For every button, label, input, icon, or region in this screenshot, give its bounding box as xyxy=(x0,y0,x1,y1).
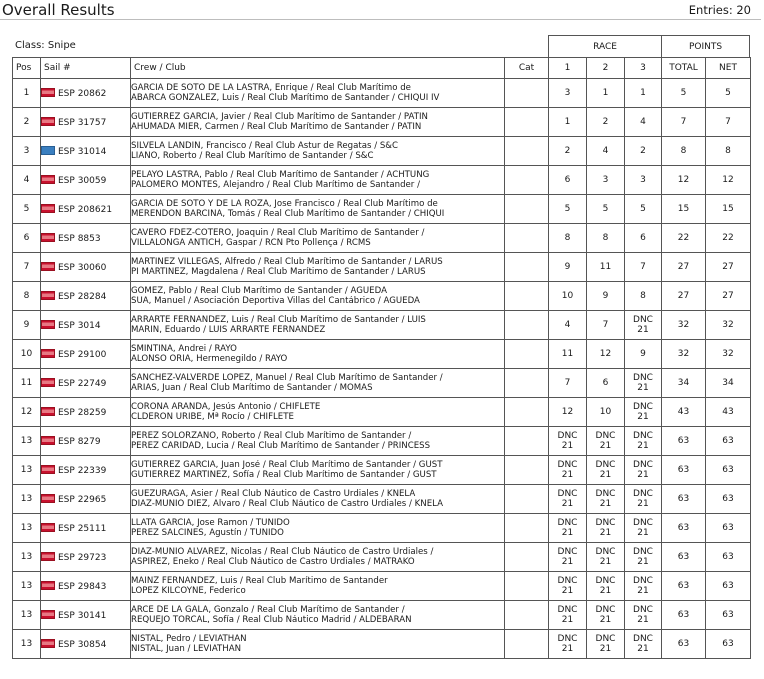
header-row xyxy=(13,58,751,79)
category-cell xyxy=(505,398,549,427)
sail-number-cell xyxy=(41,253,131,282)
net-points: 5 xyxy=(706,79,751,108)
sail-number: ESP 31757 xyxy=(58,117,107,128)
helm-line: GARCIA DE SOTO Y DE LA ROZA, Jose Francisco / Real Club Marítimo de xyxy=(131,198,438,209)
total-points: 8 xyxy=(662,137,706,166)
position-cell: 5 xyxy=(13,195,41,224)
net-points: 22 xyxy=(706,224,751,253)
category-cell xyxy=(505,485,549,514)
sail-number-cell xyxy=(41,137,131,166)
col-header-cat: Cat xyxy=(505,58,549,79)
crew-line: CLDERÓN URIBE, Mª Rocío / CHIFLETE xyxy=(131,412,294,422)
race-1-score: 11 xyxy=(549,340,587,369)
helm-line: NISTAL, Pedro / LEVIATHAN xyxy=(131,633,247,644)
sail-number-cell xyxy=(41,601,131,630)
net-points: 63 xyxy=(706,630,751,659)
race-1-score: DNC 21 xyxy=(549,456,587,485)
race-2-score: 12 xyxy=(587,340,625,369)
helm-line: CAVERO FDEZ-COTERO, Joaquin / Real Club Marítimo de Santander / xyxy=(131,227,425,238)
sail-number: ESP 30059 xyxy=(58,175,107,186)
col-header-net: NET xyxy=(706,58,751,79)
category-cell xyxy=(505,108,549,137)
net-points: 34 xyxy=(706,369,751,398)
table-row xyxy=(13,166,751,195)
crew-line: NISTAL, Juan / LEVIATHAN xyxy=(131,644,242,654)
crew-line: ALONSO ORIA, Hermenegildo / RAYO xyxy=(131,354,288,364)
total-points: 63 xyxy=(662,543,706,572)
race-3-score: DNC 21 xyxy=(625,456,662,485)
total-points: 27 xyxy=(662,253,706,282)
table-row xyxy=(13,79,751,108)
race-3-score: 8 xyxy=(625,282,662,311)
race-2-score: 9 xyxy=(587,282,625,311)
spain-flag-icon xyxy=(41,407,55,416)
crew-club-cell xyxy=(131,543,505,572)
race-3-score: 1 xyxy=(625,79,662,108)
category-cell xyxy=(505,572,549,601)
sail-number-cell xyxy=(41,282,131,311)
race-3-score: 9 xyxy=(625,340,662,369)
crew-club-cell xyxy=(131,79,505,108)
crew-club-cell xyxy=(131,253,505,282)
category-cell xyxy=(505,427,549,456)
sail-number: ESP 8279 xyxy=(58,436,101,447)
race-3-score: DNC 21 xyxy=(625,369,662,398)
table-row xyxy=(13,340,751,369)
total-points: 63 xyxy=(662,601,706,630)
category-cell xyxy=(505,282,549,311)
position-cell: 13 xyxy=(13,572,41,601)
table-row xyxy=(13,282,751,311)
class-label: Class: Snipe xyxy=(15,40,76,51)
net-points: 63 xyxy=(706,601,751,630)
crew-line: PI MARTINEZ, Magdalena / Real Club Marítimo de Santander / LARUS xyxy=(131,267,426,277)
category-cell xyxy=(505,224,549,253)
crew-club-cell xyxy=(131,630,505,659)
helm-line: CORONA ARANDA, Jesús Antonio / CHIFLETE xyxy=(131,401,321,412)
crew-line: GUTIÉRREZ MARTÍNEZ, Sofía / Real Club Marítimo de Santander / GUST xyxy=(131,470,437,480)
race-2-score: 8 xyxy=(587,224,625,253)
crew-club-cell xyxy=(131,137,505,166)
race-1-score: DNC 21 xyxy=(549,514,587,543)
crew-club-cell xyxy=(131,311,505,340)
helm-line: GUEZURAGA, Asier / Real Club Náutico de Castro Urdiales / KNELA xyxy=(131,488,416,499)
sail-number: ESP 20862 xyxy=(58,88,107,99)
spain-flag-icon xyxy=(41,204,55,213)
spain-flag-icon xyxy=(41,349,55,358)
crew-club-cell xyxy=(131,398,505,427)
race-2-score: DNC 21 xyxy=(587,630,625,659)
position-cell: 1 xyxy=(13,79,41,108)
sail-number-cell xyxy=(41,427,131,456)
total-points: 32 xyxy=(662,340,706,369)
net-points: 8 xyxy=(706,137,751,166)
position-cell: 13 xyxy=(13,543,41,572)
category-cell xyxy=(505,79,549,108)
helm-line: GUTIERREZ GARCIA, Juan José / Real Club Marítimo de Santander / GUST xyxy=(131,459,443,470)
crew-club-cell xyxy=(131,369,505,398)
spain-flag-icon xyxy=(41,378,55,387)
net-points: 63 xyxy=(706,543,751,572)
position-cell: 8 xyxy=(13,282,41,311)
race-2-score: 6 xyxy=(587,369,625,398)
sail-number: ESP 22749 xyxy=(58,378,107,389)
helm-line: GUTIERREZ GARCIA, Javier / Real Club Marítimo de Santander / PATIN xyxy=(131,111,428,122)
spain-flag-icon xyxy=(41,88,55,97)
total-points: 5 xyxy=(662,79,706,108)
total-points: 32 xyxy=(662,311,706,340)
category-cell xyxy=(505,514,549,543)
crew-club-cell xyxy=(131,427,505,456)
race-2-score: DNC 21 xyxy=(587,572,625,601)
total-points: 63 xyxy=(662,456,706,485)
crew-line: LOPEZ KILCOYNE, Federico xyxy=(131,586,246,596)
crew-club-cell xyxy=(131,514,505,543)
net-points: 27 xyxy=(706,282,751,311)
position-cell: 7 xyxy=(13,253,41,282)
position-cell: 13 xyxy=(13,427,41,456)
race-1-score: DNC 21 xyxy=(549,572,587,601)
race-1-score: DNC 21 xyxy=(549,630,587,659)
sail-number-cell xyxy=(41,79,131,108)
points-group-header: POINTS xyxy=(661,35,750,57)
helm-line: SILVELA LANDIN, Francisco / Real Club Astur de Regatas / S&C xyxy=(131,140,398,151)
race-1-score: DNC 21 xyxy=(549,601,587,630)
table-row xyxy=(13,369,751,398)
spain-flag-icon xyxy=(41,320,55,329)
race-2-score: DNC 21 xyxy=(587,601,625,630)
sail-number: ESP 8853 xyxy=(58,233,101,244)
spain-flag-icon xyxy=(41,581,55,590)
net-points: 27 xyxy=(706,253,751,282)
sail-number: ESP 28259 xyxy=(58,407,107,418)
crew-line: AHUMADA MIER, Carmen / Real Club Marítimo de Santander / PATIN xyxy=(131,122,422,132)
helm-line: SMINTINA, Andrei / RAYO xyxy=(131,343,237,354)
net-points: 32 xyxy=(706,311,751,340)
race-1-score: 6 xyxy=(549,166,587,195)
category-cell xyxy=(505,311,549,340)
race-2-score: 5 xyxy=(587,195,625,224)
race-2-score: 2 xyxy=(587,108,625,137)
race-3-score: DNC 21 xyxy=(625,543,662,572)
position-cell: 4 xyxy=(13,166,41,195)
total-points: 34 xyxy=(662,369,706,398)
sail-number-cell xyxy=(41,108,131,137)
net-points: 15 xyxy=(706,195,751,224)
total-points: 63 xyxy=(662,427,706,456)
spain-flag-icon xyxy=(41,117,55,126)
race-2-score: 3 xyxy=(587,166,625,195)
title-divider xyxy=(0,19,761,20)
crew-line: ARIAS, Juan / Real Club Marítimo de Santander / MOMAS xyxy=(131,383,373,393)
table-row xyxy=(13,398,751,427)
table-row xyxy=(13,601,751,630)
table-row xyxy=(13,427,751,456)
sail-number: ESP 29843 xyxy=(58,581,107,592)
position-cell: 13 xyxy=(13,601,41,630)
crew-club-cell xyxy=(131,456,505,485)
crew-club-cell xyxy=(131,108,505,137)
race-2-score: 11 xyxy=(587,253,625,282)
race-2-score: 10 xyxy=(587,398,625,427)
net-points: 7 xyxy=(706,108,751,137)
helm-line: GOMEZ, Pablo / Real Club Marítimo de Santander / AGUEDA xyxy=(131,285,387,296)
race-2-score: DNC 21 xyxy=(587,485,625,514)
net-points: 12 xyxy=(706,166,751,195)
sail-number-cell xyxy=(41,398,131,427)
helm-line: GARCIA DE SOTO DE LA LASTRA, Enrique / Real Club Marítimo de xyxy=(131,82,411,93)
category-cell xyxy=(505,456,549,485)
race-3-score: DNC 21 xyxy=(625,514,662,543)
spain-flag-icon xyxy=(41,175,55,184)
total-points: 63 xyxy=(662,514,706,543)
race-1-score: DNC 21 xyxy=(549,427,587,456)
sail-number-cell xyxy=(41,630,131,659)
position-cell: 10 xyxy=(13,340,41,369)
spain-flag-icon xyxy=(41,523,55,532)
crew-club-cell xyxy=(131,195,505,224)
helm-line: MAINZ FERNÁNDEZ, Luis / Real Club Marítimo de Santander xyxy=(131,575,388,586)
race-2-score: DNC 21 xyxy=(587,427,625,456)
race-3-score: 2 xyxy=(625,137,662,166)
crew-club-cell xyxy=(131,601,505,630)
category-cell xyxy=(505,369,549,398)
net-points: 63 xyxy=(706,485,751,514)
sail-number: ESP 30854 xyxy=(58,639,107,650)
category-cell xyxy=(505,195,549,224)
total-points: 63 xyxy=(662,485,706,514)
results-table xyxy=(12,57,751,659)
table-row xyxy=(13,456,751,485)
total-points: 63 xyxy=(662,572,706,601)
col-header-crew: Crew / Club xyxy=(131,58,505,79)
crew-line: MERENDON BARCINA, Tomás / Real Club Marítimo de Santander / CHIQUI xyxy=(131,209,445,219)
sail-number-cell xyxy=(41,572,131,601)
race-3-score: DNC 21 xyxy=(625,427,662,456)
sail-number-cell xyxy=(41,224,131,253)
sail-number: ESP 22965 xyxy=(58,494,107,505)
total-points: 27 xyxy=(662,282,706,311)
race-1-score: 9 xyxy=(549,253,587,282)
crew-club-cell xyxy=(131,485,505,514)
category-cell xyxy=(505,137,549,166)
race-1-score: 12 xyxy=(549,398,587,427)
crew-line: PEREZ CARIDAD, Lucia / Real Club Marítimo de Santander / PRINCESS xyxy=(131,441,431,451)
spain-flag-icon xyxy=(41,552,55,561)
helm-line: MARTINEZ VILLEGAS, Alfredo / Real Club Marítimo de Santander / LARUS xyxy=(131,256,443,267)
category-cell xyxy=(505,253,549,282)
table-row xyxy=(13,195,751,224)
sail-number: ESP 30060 xyxy=(58,262,107,273)
race-1-score: DNC 21 xyxy=(549,485,587,514)
net-points: 63 xyxy=(706,427,751,456)
table-row xyxy=(13,485,751,514)
crew-line: MARIN, Eduardo / LUIS ARRARTE FERNÁNDEZ xyxy=(131,325,326,335)
total-points: 15 xyxy=(662,195,706,224)
race-1-score: 1 xyxy=(549,108,587,137)
spain-flag-icon xyxy=(41,291,55,300)
position-cell: 2 xyxy=(13,108,41,137)
race-1-score: 4 xyxy=(549,311,587,340)
col-header-race-3: 3 xyxy=(625,58,662,79)
race-1-score: 10 xyxy=(549,282,587,311)
position-cell: 13 xyxy=(13,456,41,485)
helm-line: PELAYO LASTRA, Pablo / Real Club Marítimo de Santander / ACHTUNG xyxy=(131,169,430,180)
helm-line: ARCE DE LA GALA, Gonzalo / Real Club Marítimo de Santander / xyxy=(131,604,405,615)
col-header-race-1: 1 xyxy=(549,58,587,79)
race-3-score: 7 xyxy=(625,253,662,282)
spain-flag-icon xyxy=(41,262,55,271)
race-2-score: 7 xyxy=(587,311,625,340)
total-points: 22 xyxy=(662,224,706,253)
total-points: 63 xyxy=(662,630,706,659)
category-cell xyxy=(505,166,549,195)
crew-line: REQUEJO TORCAL, Sofía / Real Club Náutico Madrid / ALDEBARÁN xyxy=(131,615,412,625)
net-points: 63 xyxy=(706,514,751,543)
table-row xyxy=(13,253,751,282)
crew-line: VILLALONGA ANTICH, Gaspar / RCN Pto Pollença / RCMS xyxy=(131,238,371,248)
sail-number-cell xyxy=(41,195,131,224)
race-3-score: 6 xyxy=(625,224,662,253)
race-3-score: DNC 21 xyxy=(625,398,662,427)
race-3-score: DNC 21 xyxy=(625,630,662,659)
sail-number: ESP 29723 xyxy=(58,552,107,563)
table-row xyxy=(13,543,751,572)
position-cell: 6 xyxy=(13,224,41,253)
table-row xyxy=(13,224,751,253)
category-cell xyxy=(505,340,549,369)
spain-flag-icon xyxy=(41,436,55,445)
position-cell: 13 xyxy=(13,514,41,543)
sail-number: ESP 3014 xyxy=(58,320,101,331)
race-1-score: 7 xyxy=(549,369,587,398)
crew-line: ASPIREZ, Eneko / Real Club Náutico de Castro Urdiales / MATRAKO xyxy=(131,557,415,567)
race-2-score: 4 xyxy=(587,137,625,166)
sail-number-cell xyxy=(41,369,131,398)
sail-number: ESP 208621 xyxy=(58,204,113,215)
helm-line: PEREZ SOLORZANO, Roberto / Real Club Marítimo de Santander / xyxy=(131,430,412,441)
spain-flag-icon xyxy=(41,233,55,242)
net-points: 63 xyxy=(706,456,751,485)
table-row xyxy=(13,108,751,137)
race-3-score: DNC 21 xyxy=(625,311,662,340)
total-points: 7 xyxy=(662,108,706,137)
sail-number-cell xyxy=(41,485,131,514)
sail-number-cell xyxy=(41,543,131,572)
sail-number-cell xyxy=(41,456,131,485)
race-1-score: 3 xyxy=(549,79,587,108)
crew-club-cell xyxy=(131,166,505,195)
position-cell: 13 xyxy=(13,630,41,659)
crew-line: DÍAZ-MUNIÓ DIEZ, Alvaro / Real Club Náutico de Castro Urdiales / KNELA xyxy=(131,499,444,509)
race-3-score: 3 xyxy=(625,166,662,195)
cantabria-flag-icon xyxy=(41,146,55,155)
category-cell xyxy=(505,543,549,572)
crew-line: LIAÑO, Roberto / Real Club Marítimo de Santander / S&C xyxy=(131,151,374,161)
race-3-score: DNC 21 xyxy=(625,601,662,630)
page-title: Overall Results xyxy=(2,1,115,19)
race-3-score: 5 xyxy=(625,195,662,224)
position-cell: 9 xyxy=(13,311,41,340)
total-points: 12 xyxy=(662,166,706,195)
race-1-score: DNC 21 xyxy=(549,543,587,572)
net-points: 63 xyxy=(706,572,751,601)
crew-line: PALOMERO MONTES, Alejandro / Real Club Marítimo de Santander / xyxy=(131,180,420,190)
table-row xyxy=(13,137,751,166)
sail-number-cell xyxy=(41,166,131,195)
sail-number: ESP 22339 xyxy=(58,465,107,476)
col-header-total: TOTAL xyxy=(662,58,706,79)
col-header-sail: Sail # xyxy=(41,58,131,79)
position-cell: 11 xyxy=(13,369,41,398)
category-cell xyxy=(505,630,549,659)
race-2-score: 1 xyxy=(587,79,625,108)
category-cell xyxy=(505,601,549,630)
sail-number: ESP 28284 xyxy=(58,291,107,302)
race-1-score: 8 xyxy=(549,224,587,253)
table-row xyxy=(13,311,751,340)
table-row xyxy=(13,514,751,543)
col-header-race-2: 2 xyxy=(587,58,625,79)
sail-number: ESP 25111 xyxy=(58,523,107,534)
race-2-score: DNC 21 xyxy=(587,456,625,485)
race-3-score: 4 xyxy=(625,108,662,137)
crew-line: ABARCA GONZALEZ, Luis / Real Club Marítimo de Santander / CHIQUI IV xyxy=(131,93,440,103)
race-1-score: 2 xyxy=(549,137,587,166)
race-2-score: DNC 21 xyxy=(587,514,625,543)
crew-line: PEREZ SALCINES, Agustín / TUNIDO xyxy=(131,528,284,538)
sail-number: ESP 29100 xyxy=(58,349,107,360)
net-points: 43 xyxy=(706,398,751,427)
position-cell: 3 xyxy=(13,137,41,166)
race-1-score: 5 xyxy=(549,195,587,224)
sail-number-cell xyxy=(41,340,131,369)
entries-count: Entries: 20 xyxy=(688,3,751,17)
race-3-score: DNC 21 xyxy=(625,485,662,514)
position-cell: 13 xyxy=(13,485,41,514)
helm-line: DÍAZ-MUNIÓ ALVAREZ, Nicolas / Real Club Náutico de Castro Urdiales / xyxy=(131,546,434,557)
spain-flag-icon xyxy=(41,639,55,648)
table-row xyxy=(13,630,751,659)
helm-line: ARRARTE FERNANDEZ, Luis / Real Club Marítimo de Santander / LUIS xyxy=(131,314,426,325)
race-3-score: DNC 21 xyxy=(625,572,662,601)
helm-line: SANCHEZ-VALVERDE LOPEZ, Manuel / Real Club Marítimo de Santander / xyxy=(131,372,443,383)
crew-line: SUA, Manuel / Asociación Deportiva Villas del Cantábrico / AGUEDA xyxy=(131,296,420,306)
sail-number-cell xyxy=(41,311,131,340)
spain-flag-icon xyxy=(41,610,55,619)
net-points: 32 xyxy=(706,340,751,369)
crew-club-cell xyxy=(131,340,505,369)
race-2-score: DNC 21 xyxy=(587,543,625,572)
total-points: 43 xyxy=(662,398,706,427)
helm-line: LLATA GARCIA, Jose Ramon / TUNIDO xyxy=(131,517,290,528)
sail-number: ESP 30141 xyxy=(58,610,107,621)
crew-club-cell xyxy=(131,572,505,601)
race-group-header: RACE xyxy=(548,35,662,57)
col-header-pos: Pos xyxy=(13,58,41,79)
spain-flag-icon xyxy=(41,465,55,474)
sail-number-cell xyxy=(41,514,131,543)
crew-club-cell xyxy=(131,224,505,253)
crew-club-cell xyxy=(131,282,505,311)
sail-number: ESP 31014 xyxy=(58,146,107,157)
table-row xyxy=(13,572,751,601)
position-cell: 12 xyxy=(13,398,41,427)
spain-flag-icon xyxy=(41,494,55,503)
